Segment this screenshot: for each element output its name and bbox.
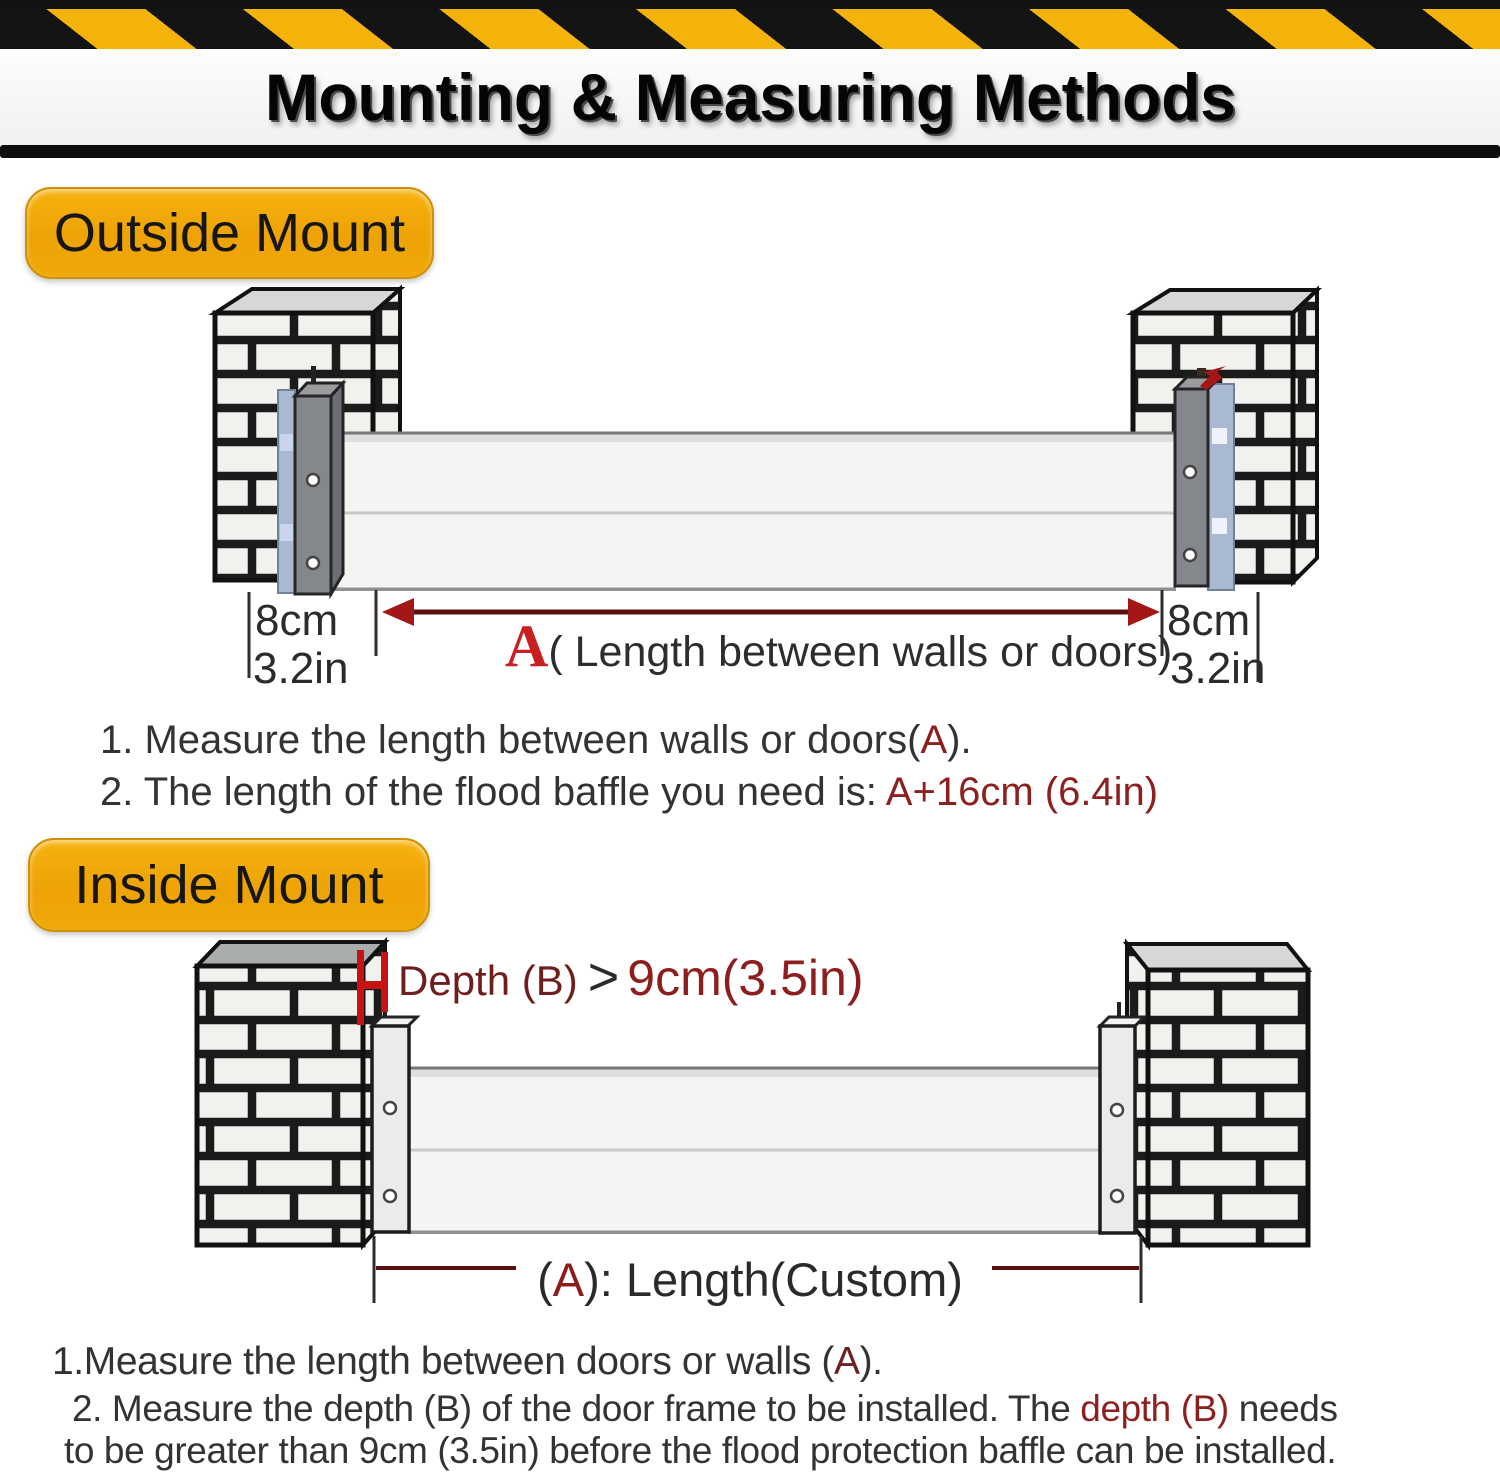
depth-label: Depth (B) > 9cm(3.5in): [398, 947, 864, 1007]
inside-step-1: 1.Measure the length between doors or walls (A).: [52, 1340, 883, 1383]
inside-mount-badge-label: Inside Mount: [74, 855, 384, 915]
flood-baffle-inside: [409, 1068, 1100, 1233]
span-length-label: [505, 612, 1172, 681]
outside-step-1: 1. Measure the length between walls or doors(A).: [100, 718, 972, 762]
mounting-bracket-inside-left: [372, 1017, 417, 1232]
inside-left-pillar: [197, 942, 385, 1245]
dim-left-cm: 8cm: [255, 596, 339, 645]
dim-left-inch: 3.2in: [253, 644, 349, 693]
span-length-label-rest: ( Length between walls or doors): [548, 628, 1173, 676]
span-length-label-a: A: [505, 613, 549, 679]
page-title: Mounting & Measuring Methods: [264, 60, 1236, 134]
dim-right-inch: 3.2in: [1170, 644, 1266, 693]
dim-right-cm: 8cm: [1167, 596, 1251, 645]
inside-step-2-line-2: to be greater than 9cm (3.5in) before the flood protection baffle can be installed.: [64, 1430, 1337, 1471]
seal-strip-left: [278, 390, 295, 593]
mounting-bracket-outside-left: [295, 366, 343, 594]
flood-baffle-outside: [331, 433, 1175, 590]
outside-mount-badge-label: Outside Mount: [53, 203, 406, 263]
inside-right-pillar: [1127, 944, 1308, 1245]
inside-step-2-line-1: 2. Measure the depth (B) of the door frame to be installed. The depth (B) needs: [72, 1388, 1338, 1429]
seal-strip-right: [1208, 384, 1234, 590]
length-custom-label: (A): Length(Custom): [537, 1253, 963, 1306]
outside-step-2: 2. The length of the flood baffle you need is: A+16cm (6.4in): [100, 770, 1159, 814]
